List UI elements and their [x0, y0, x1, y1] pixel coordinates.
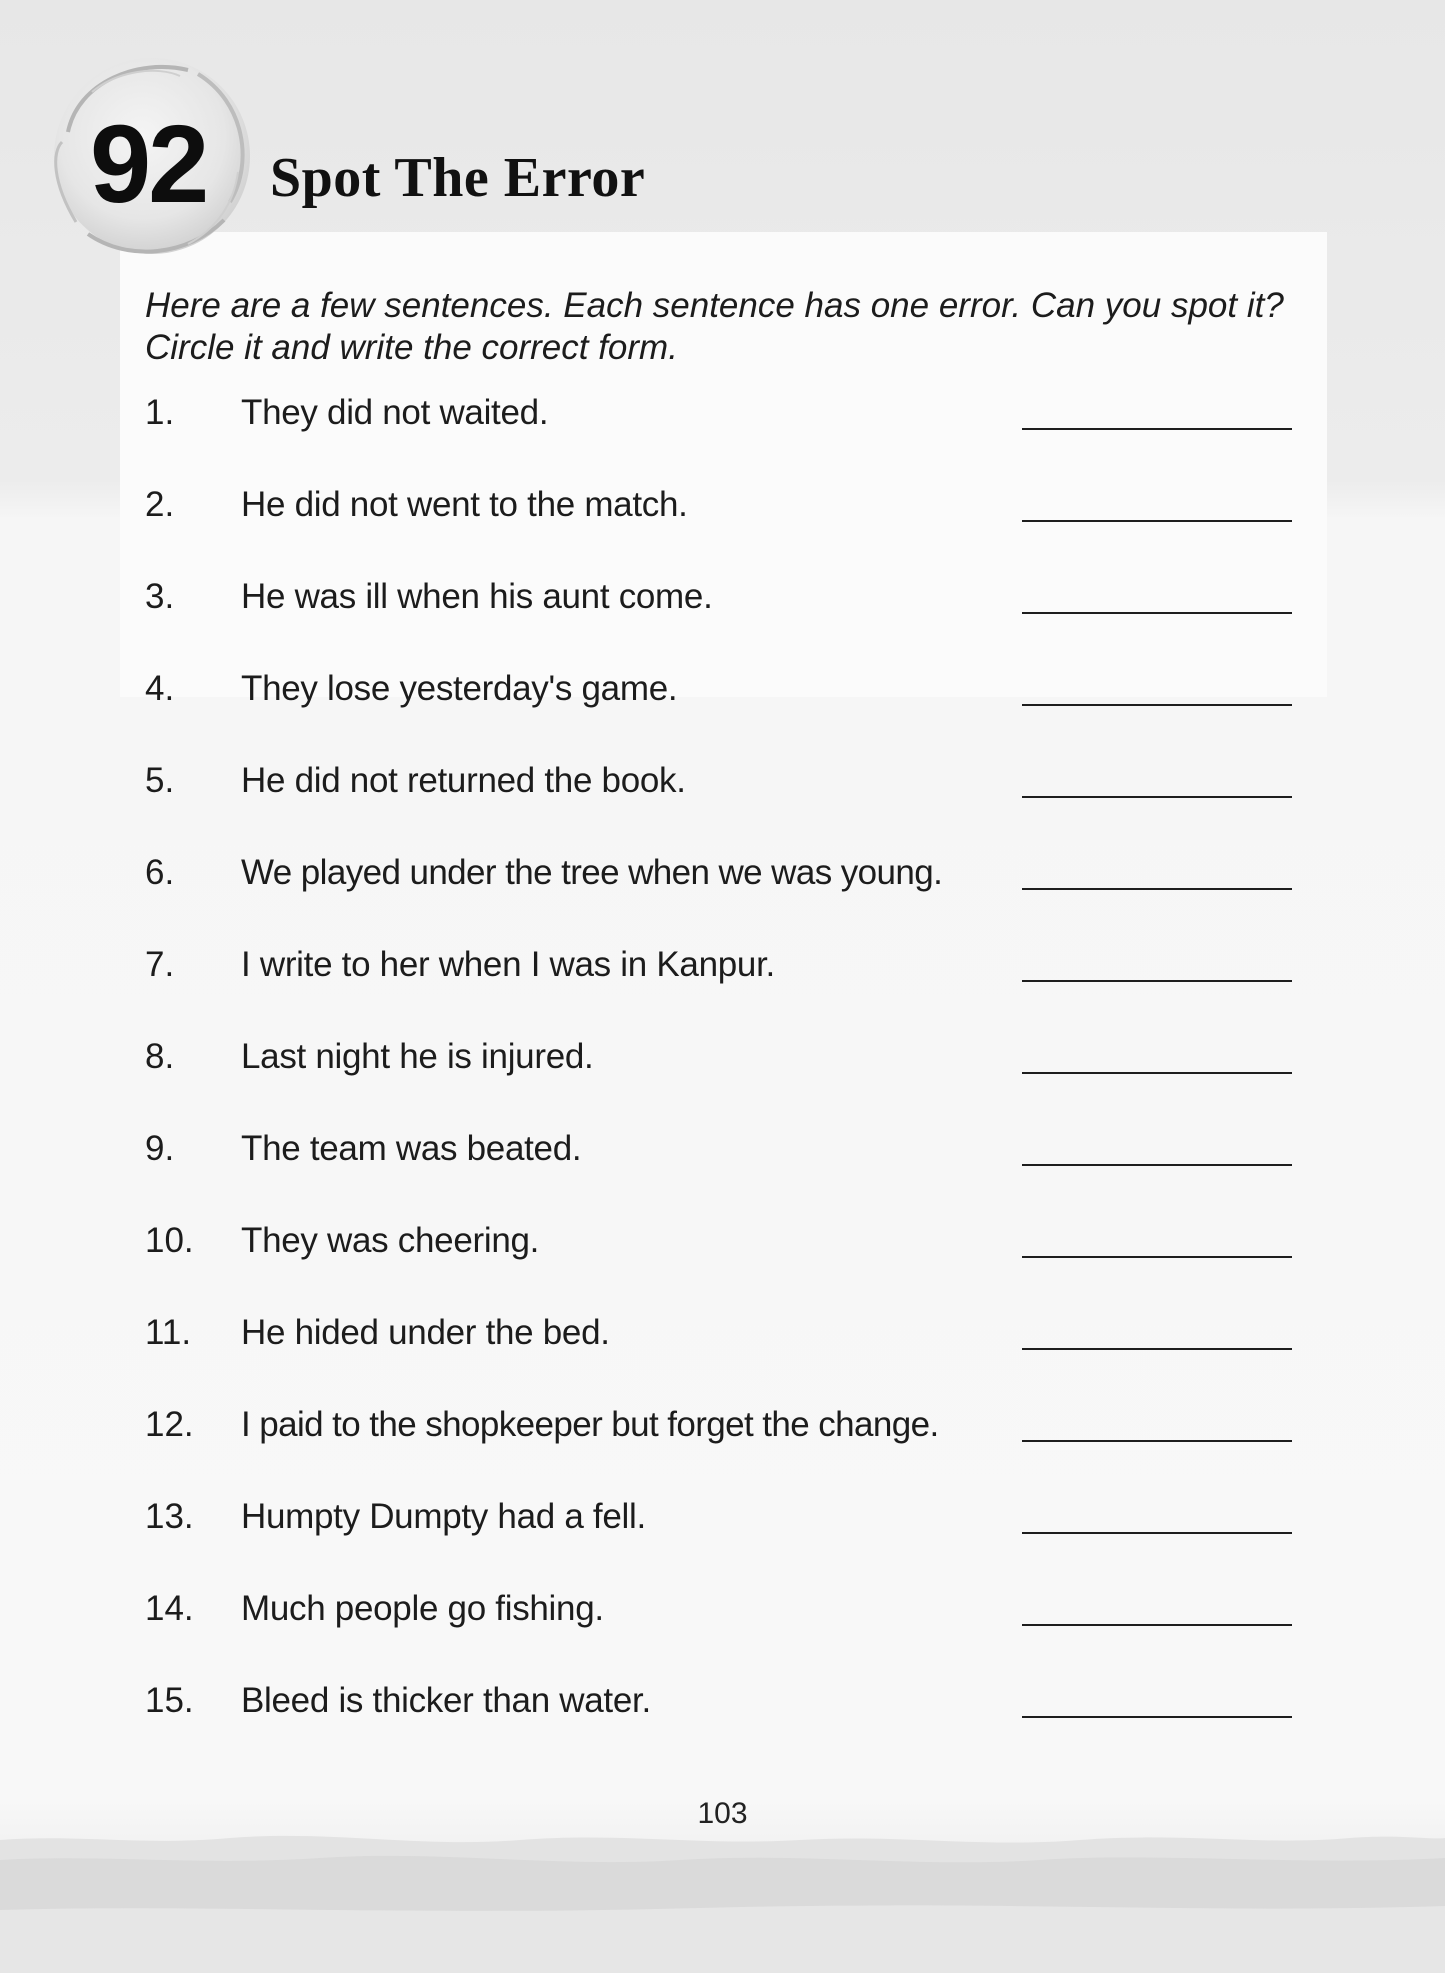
question-number: 10.	[145, 1221, 194, 1260]
answer-blank[interactable]	[1022, 1624, 1292, 1626]
question-number: 6.	[145, 853, 175, 892]
question-number: 13.	[145, 1497, 194, 1536]
answer-blank[interactable]	[1022, 1440, 1292, 1442]
question-number: 12.	[145, 1405, 194, 1444]
question-text: I write to her when I was in Kanpur.	[241, 945, 775, 984]
question-text: He was ill when his aunt come.	[241, 577, 713, 616]
question-item	[0, 850, 1445, 910]
answer-blank[interactable]	[1022, 1164, 1292, 1166]
footer-wave-decoration	[0, 1820, 1445, 1973]
answer-blank[interactable]	[1022, 612, 1292, 614]
instructions-text: Here are a few sentences. Each sentence has one error. Can you spot it? Circle it and write the correct form.	[145, 286, 1284, 367]
question-number: 11.	[145, 1313, 192, 1352]
question-text: The team was beated.	[241, 1129, 582, 1168]
answer-blank[interactable]	[1022, 796, 1292, 798]
question-item	[0, 942, 1445, 1002]
question-item	[0, 1034, 1445, 1094]
question-number: 15.	[145, 1681, 194, 1720]
question-number: 14.	[145, 1589, 194, 1628]
question-number: 8.	[145, 1037, 175, 1076]
question-item	[0, 1586, 1445, 1646]
question-text: They lose yesterday's game.	[241, 669, 678, 708]
answer-blank[interactable]	[1022, 428, 1292, 430]
question-item	[0, 390, 1445, 450]
page-title: Spot The Error	[270, 147, 646, 209]
answer-blank[interactable]	[1022, 1532, 1292, 1534]
page-number: 103	[697, 1797, 748, 1830]
question-number: 4.	[145, 669, 175, 708]
question-number: 7.	[145, 945, 175, 984]
exercise-number: 92	[90, 103, 207, 226]
answer-blank[interactable]	[1022, 888, 1292, 890]
question-text: We played under the tree when we was young.	[241, 853, 943, 892]
question-number: 3.	[145, 577, 175, 616]
question-item	[0, 758, 1445, 818]
question-text: Humpty Dumpty had a fell.	[241, 1497, 646, 1536]
question-item	[0, 482, 1445, 542]
question-number: 1.	[145, 393, 175, 432]
question-item	[0, 1126, 1445, 1186]
question-item	[0, 1678, 1445, 1738]
question-item	[0, 1402, 1445, 1462]
question-text: They was cheering.	[241, 1221, 540, 1260]
answer-blank[interactable]	[1022, 1256, 1292, 1258]
question-item	[0, 1218, 1445, 1278]
answer-blank[interactable]	[1022, 1072, 1292, 1074]
answer-blank[interactable]	[1022, 1716, 1292, 1718]
answer-blank[interactable]	[1022, 520, 1292, 522]
answer-blank[interactable]	[1022, 980, 1292, 982]
question-text: Last night he is injured.	[241, 1037, 594, 1076]
question-text: He did not went to the match.	[241, 485, 688, 524]
question-item	[0, 1310, 1445, 1370]
question-item	[0, 574, 1445, 634]
question-text: Bleed is thicker than water.	[241, 1681, 651, 1720]
question-text: Much people go fishing.	[241, 1589, 604, 1628]
answer-blank[interactable]	[1022, 704, 1292, 706]
question-item	[0, 666, 1445, 726]
answer-blank[interactable]	[1022, 1348, 1292, 1350]
question-number: 9.	[145, 1129, 175, 1168]
question-text: He hided under the bed.	[241, 1313, 610, 1352]
question-text: They did not waited.	[241, 393, 549, 432]
question-number: 5.	[145, 761, 175, 800]
question-number: 2.	[145, 485, 175, 524]
question-text: I paid to the shopkeeper but forget the change.	[241, 1405, 939, 1444]
question-item	[0, 1494, 1445, 1554]
question-text: He did not returned the book.	[241, 761, 686, 800]
